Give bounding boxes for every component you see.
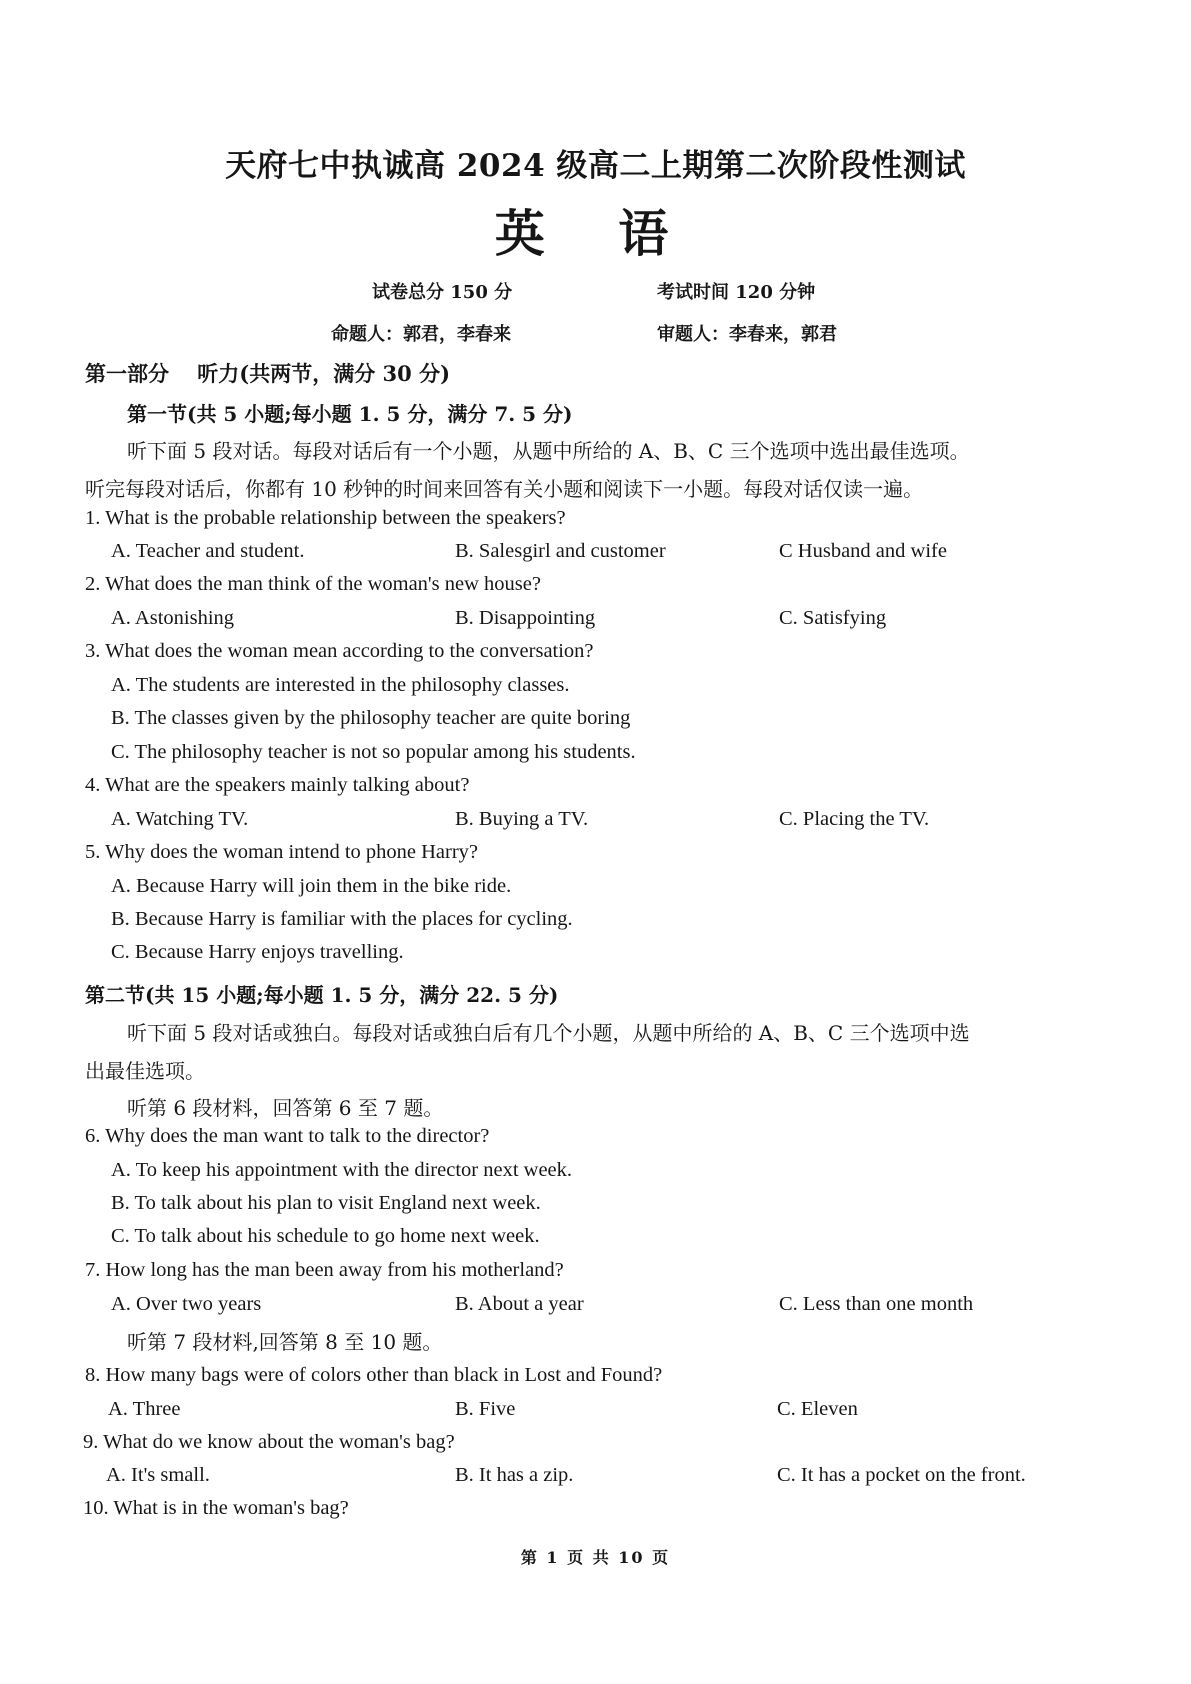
question-6-option-a: A. To keep his appointment with the director next week. xyxy=(111,1159,573,1181)
question-6-option-b: B. To talk about his plan to visit England next week. xyxy=(111,1192,541,1214)
question-3-option-b: B. The classes given by the philosophy teacher are quite boring xyxy=(111,707,631,729)
question-3-option-a: A. The students are interested in the philosophy classes. xyxy=(111,674,570,696)
question-9-stem: 9. What do we know about the woman's bag? xyxy=(83,1431,455,1453)
question-5-option-a: A. Because Harry will join them in the bike ride. xyxy=(111,875,512,897)
material-6-instruction: 听第 6 段材料，回答第 6 至 7 题。 xyxy=(127,1096,444,1120)
question-2-option-a: A. Astonishing xyxy=(111,607,235,629)
question-7-option-a: A. Over two years xyxy=(111,1293,262,1315)
total-score: 试卷总分 150 分 xyxy=(372,282,513,303)
section2-instructions-line1: 听下面 5 段对话或独白。每段对话或独白后有几个小题，从题中所给的 A、B、C 三个选项中选 xyxy=(127,1021,970,1045)
exam-time: 考试时间 120 分钟 xyxy=(657,282,816,303)
material-7-instruction: 听第 7 段材料,回答第 8 至 10 题。 xyxy=(127,1330,443,1354)
question-1-stem: 1. What is the probable relationship between the speakers? xyxy=(85,507,566,529)
question-6-option-c: C. To talk about his schedule to go home next week. xyxy=(111,1225,540,1247)
question-2-stem: 2. What does the man think of the woman's new house? xyxy=(85,573,541,595)
subject-title: 英 语 xyxy=(494,204,697,263)
section1-instructions-line1: 听下面 5 段对话。每段对话后有一个小题，从题中所给的 A、B、C 三个选项中选出最佳选项。 xyxy=(127,439,970,463)
section1-heading: 第一节(共 5 小题;每小题 1. 5 分，满分 7. 5 分) xyxy=(127,402,573,426)
section2-heading: 第二节(共 15 小题;每小题 1. 5 分，满分 22. 5 分) xyxy=(85,983,559,1007)
question-7-option-c: C. Less than one month xyxy=(779,1293,974,1315)
exam-title: 天府七中执诚高 2024 级高二上期第二次阶段性测试 xyxy=(225,148,966,184)
question-5-option-c: C. Because Harry enjoys travelling. xyxy=(111,941,404,963)
question-4-option-c: C. Placing the TV. xyxy=(779,808,930,830)
question-2-option-c: C. Satisfying xyxy=(779,607,887,629)
question-4-option-b: B. Buying a TV. xyxy=(455,808,589,830)
question-reviewers: 审题人：李春来，郭君 xyxy=(657,324,837,345)
question-1-option-a: A. Teacher and student. xyxy=(111,540,305,562)
question-7-option-b: B. About a year xyxy=(455,1293,584,1315)
question-8-option-a: A. Three xyxy=(108,1398,181,1420)
section2-instructions-line2: 出最佳选项。 xyxy=(85,1059,205,1083)
part1-heading: 第一部分 听力(共两节，满分 30 分) xyxy=(85,361,451,386)
question-8-stem: 8. How many bags were of colors other than black in Lost and Found? xyxy=(85,1364,663,1386)
question-8-option-b: B. Five xyxy=(455,1398,516,1420)
question-5-stem: 5. Why does the woman intend to phone Harry? xyxy=(85,841,479,863)
question-10-stem: 10. What is in the woman's bag? xyxy=(83,1497,349,1519)
section1-instructions-line2: 听完每段对话后，你都有 10 秒钟的时间来回答有关小题和阅读下一小题。每段对话仅读一遍。 xyxy=(85,477,924,501)
question-9-option-a: A. It's small. xyxy=(106,1464,210,1486)
question-7-stem: 7. How long has the man been away from his motherland? xyxy=(85,1259,564,1281)
question-3-option-c: C. The philosophy teacher is not so popular among his students. xyxy=(111,741,636,763)
question-9-option-c: C. It has a pocket on the front. xyxy=(777,1464,1026,1486)
question-authors: 命题人：郭君，李春来 xyxy=(331,324,511,345)
question-4-stem: 4. What are the speakers mainly talking about? xyxy=(85,774,470,796)
question-4-option-a: A. Watching TV. xyxy=(111,808,249,830)
question-1-option-c: C Husband and wife xyxy=(779,540,947,562)
question-3-stem: 3. What does the woman mean according to the conversation? xyxy=(85,640,594,662)
question-9-option-b: B. It has a zip. xyxy=(455,1464,574,1486)
question-6-stem: 6. Why does the man want to talk to the director? xyxy=(85,1125,490,1147)
question-5-option-b: B. Because Harry is familiar with the places for cycling. xyxy=(111,908,573,930)
question-1-option-b: B. Salesgirl and customer xyxy=(455,540,666,562)
question-2-option-b: B. Disappointing xyxy=(455,607,596,629)
question-8-option-c: C. Eleven xyxy=(777,1398,858,1420)
page-footer: 第 1 页 共 10 页 xyxy=(520,1548,671,1567)
